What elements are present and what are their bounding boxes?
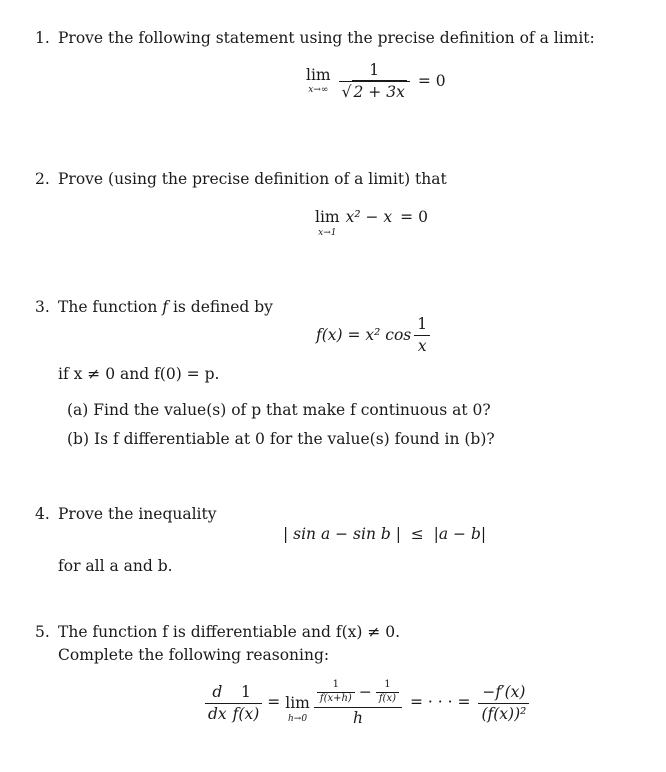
limit-expression: x² − x <box>345 208 393 226</box>
function-symbol: f <box>162 298 168 316</box>
sqrt-sign: √ <box>341 83 352 102</box>
problem-2-number: 2. <box>35 170 50 188</box>
problem-3-condition: if x ≠ 0 and f(0) = p. <box>58 365 220 383</box>
fraction-numerator: 1 <box>369 61 380 79</box>
fraction-bar <box>230 703 263 704</box>
reciprocal-numerator: 1 <box>241 682 251 701</box>
equals-sign: = <box>267 693 281 712</box>
lim-word: lim <box>285 694 310 713</box>
problem-1-number: 1. <box>35 29 50 47</box>
problem-5-number: 5. <box>35 623 50 641</box>
reciprocal-denominator: f(x) <box>232 705 260 724</box>
inner-numerator-1: 1 <box>332 679 340 690</box>
result-fraction <box>478 684 529 723</box>
derivative-operator <box>205 684 230 723</box>
limit-operator <box>285 696 310 724</box>
problem-5-formula <box>205 680 529 726</box>
result-denominator: (f(x))² <box>481 705 527 724</box>
fraction-bar <box>478 703 529 704</box>
problem-5-line-2: Complete the following reasoning: <box>58 646 330 664</box>
fraction-numerator: 1 <box>417 315 428 333</box>
function-definition: f(x) = x² cos <box>316 325 412 344</box>
difference-quotient <box>314 680 402 726</box>
fraction-bar <box>205 703 230 704</box>
lim-word: lim <box>306 65 331 84</box>
lim-subscript: x→1 <box>318 227 337 238</box>
difference-numerator <box>314 680 402 704</box>
result-numerator: −f′(x) <box>482 682 526 701</box>
problem-2-formula <box>315 210 428 238</box>
lim-word: lim <box>315 208 340 226</box>
problem-3-part-a: (a) Find the value(s) of p that make f continuous at 0? <box>67 401 491 419</box>
problem-4-text: Prove the inequality <box>58 505 217 523</box>
minus-sign: − <box>358 682 372 701</box>
problem-3-number: 3. <box>35 298 50 316</box>
fraction-bar <box>314 707 402 708</box>
problem-5-line-1: The function f is differentiable and f(x) ≠ 0. <box>58 623 401 641</box>
fraction-denominator: x <box>417 337 427 356</box>
ellipsis-equals: = · · · = <box>410 693 471 712</box>
inner-fraction-1 <box>317 680 355 704</box>
fraction-bar <box>414 335 430 336</box>
inner-numerator-2: 1 <box>384 679 391 690</box>
d-numerator: d <box>212 682 223 701</box>
problem-2-text: Prove (using the precise definition of a limit) that <box>58 170 447 188</box>
fraction-denominator <box>339 84 410 100</box>
limit-operator <box>306 65 331 96</box>
text-part-b: is defined by <box>172 298 273 316</box>
equals-zero: = 0 <box>417 71 446 90</box>
problem-3-text <box>58 300 273 316</box>
problem-1-formula <box>306 62 446 101</box>
lim-subscript: h→0 <box>288 713 308 724</box>
limit-operator <box>315 210 340 238</box>
equals-zero: = 0 <box>400 208 428 226</box>
problem-1-text: Prove the following statement using the precise definition of a limit: <box>58 29 595 47</box>
problem-3-part-b: (b) Is f differentiable at 0 for the value(s) found in (b)? <box>67 430 495 448</box>
dx-denominator: dx <box>208 705 227 724</box>
fraction <box>339 62 410 101</box>
fraction <box>414 316 430 355</box>
lim-subscript: x→∞ <box>308 85 329 96</box>
sqrt-radicand: 2 + 3x <box>352 80 407 101</box>
text-part-a: The function <box>58 298 158 316</box>
inner-fraction-2 <box>376 680 399 704</box>
problem-4-for-all: for all a and b. <box>58 557 173 575</box>
reciprocal-fraction <box>230 684 263 723</box>
quotient-denominator: h <box>352 709 363 727</box>
inner-denominator-1: f(x+h) <box>319 692 352 704</box>
inner-denominator-2: f(x) <box>378 692 396 704</box>
problem-3-formula <box>316 316 430 355</box>
problem-4-inequality: | sin a − sin b | ≤ |a − b| <box>283 525 487 543</box>
problem-4-number: 4. <box>35 505 50 523</box>
